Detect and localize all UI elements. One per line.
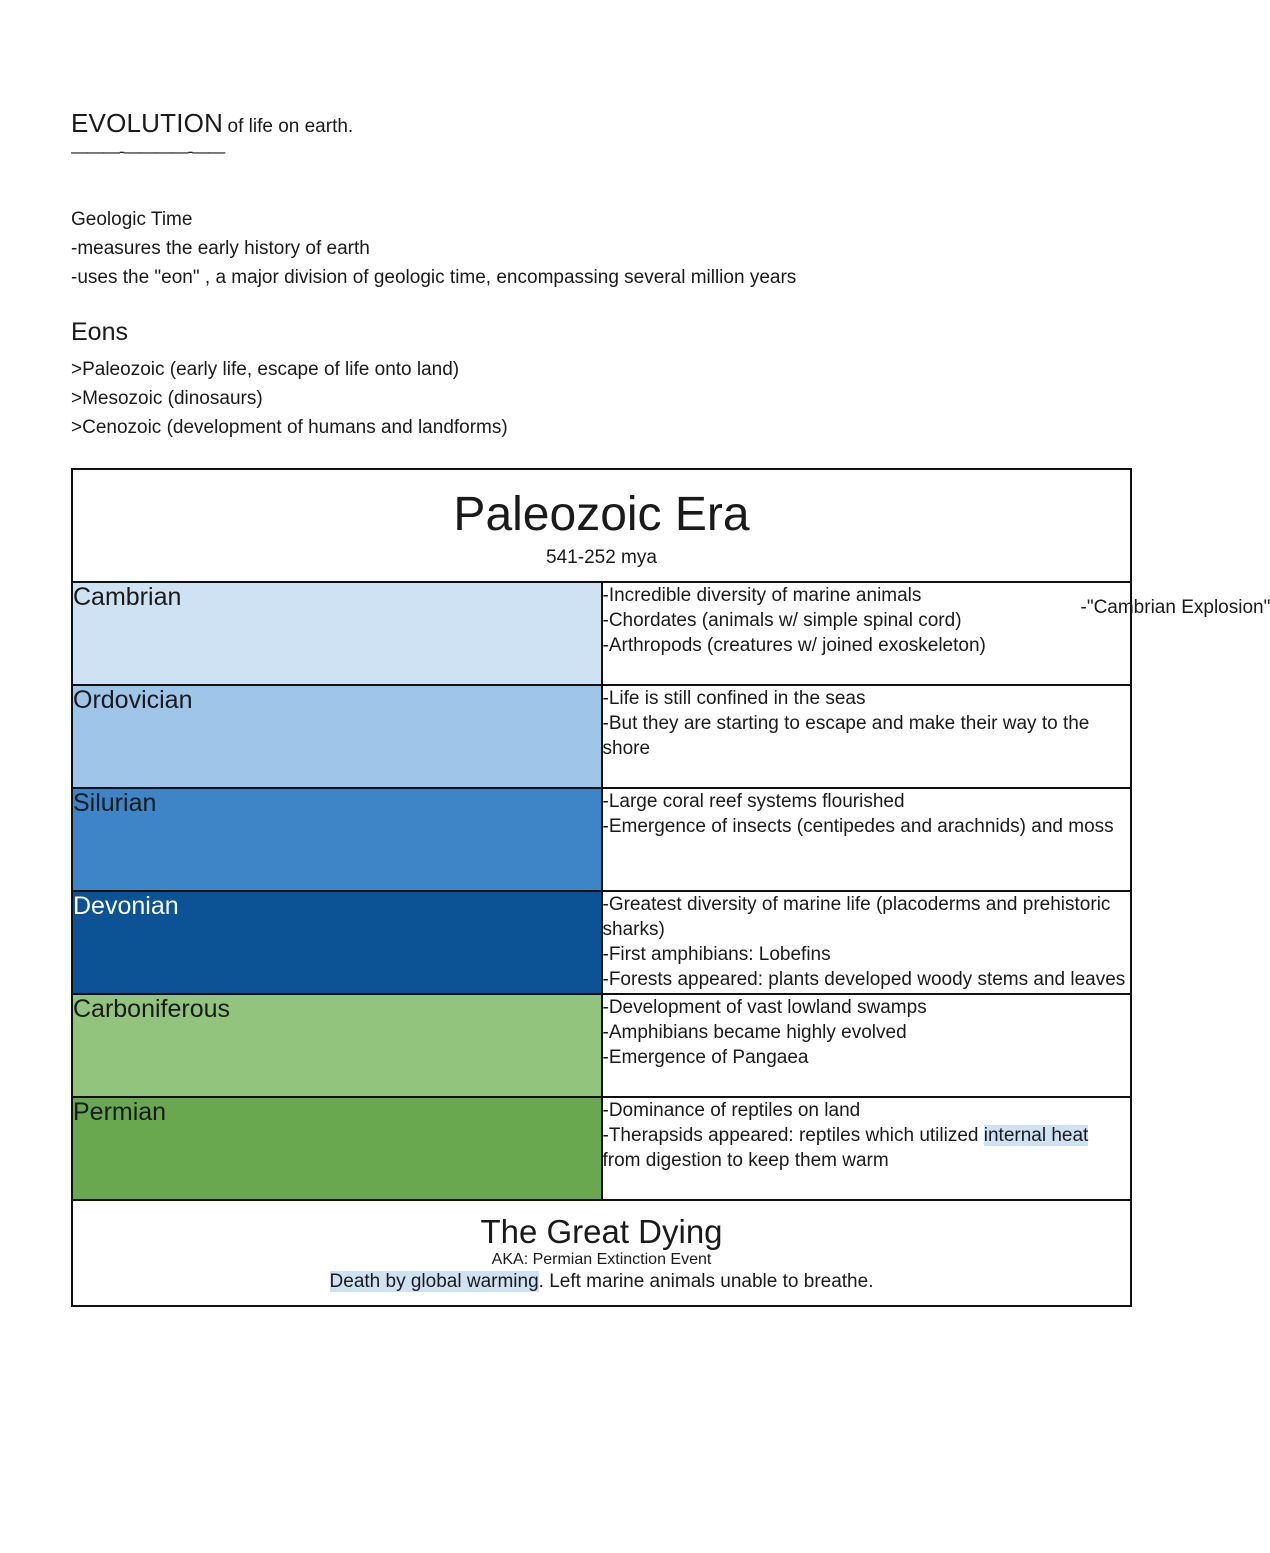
document-title [71, 108, 353, 139]
eons-heading: Eons [71, 318, 128, 346]
great-dying-title: The Great Dying [480, 1213, 723, 1250]
period-note: -Amphibians became highly evolved [602, 1022, 907, 1043]
period-note: -Arthropods (creatures w/ joined exoskeleton) [602, 635, 986, 656]
period-note: -Large coral reef systems flourished [602, 791, 905, 812]
period-note: -Greatest diversity of marine life (placoderms and prehistoric sharks) [602, 894, 1111, 940]
geologic-time-label: Geologic Time [71, 209, 193, 230]
era-header-cell [72, 469, 1131, 582]
paleozoic-era-table [71, 468, 1270, 1307]
period-name-carboniferous: Carboniferous [72, 994, 602, 1097]
period-name-devonian: Devonian [72, 891, 602, 994]
title-subtitle: of life on earth. [227, 116, 354, 137]
period-note: -First amphibians: Lobefins [602, 944, 831, 965]
period-row [72, 788, 1131, 891]
description-rest: . Left marine animals unable to breathe. [538, 1271, 874, 1292]
period-note: -Emergence of Pangaea [602, 1047, 809, 1068]
highlighted-text: Death by global warming [329, 1271, 539, 1292]
geologic-line: -uses the "eon" , a major division of geologic time, encompassing several million years [71, 267, 797, 288]
eon-item: >Mesozoic (dinosaurs) [71, 388, 263, 409]
period-name-permian: Permian [72, 1097, 602, 1200]
period-note: -Forests appeared: plants developed woody stems and leaves [602, 969, 1126, 990]
period-name-silurian: Silurian [72, 788, 602, 891]
period-note: -Dominance of reptiles on land [602, 1100, 861, 1121]
period-notes [602, 891, 1132, 994]
period-row [72, 994, 1131, 1097]
divider-line: ———-————-—— [71, 142, 225, 161]
period-aside-note: -"Cambrian Explosion" [1080, 597, 1270, 618]
period-note: -Chordates (animals w/ simple spinal cord) [602, 610, 962, 631]
period-row [72, 582, 1131, 685]
geologic-line: -measures the early history of earth [71, 238, 370, 259]
period-notes [602, 994, 1132, 1097]
period-note: -Life is still confined in the seas [602, 688, 866, 709]
great-dying-description [73, 1269, 1130, 1295]
note-text: from digestion to keep them warm [602, 1150, 889, 1171]
eon-item: >Cenozoic (development of humans and landforms) [71, 417, 508, 438]
highlighted-text: internal heat [983, 1125, 1089, 1146]
great-dying-aka: AKA: Permian Extinction Event [491, 1251, 712, 1268]
title-main: EVOLUTION [71, 108, 224, 138]
era-header-row [72, 469, 1131, 582]
period-note: -But they are starting to escape and make their way to the shore [602, 713, 1090, 759]
eons-list [71, 355, 508, 442]
period-note: -Development of vast lowland swamps [602, 997, 927, 1018]
period-name-cambrian: Cambrian [72, 582, 602, 685]
period-notes [602, 1097, 1132, 1200]
period-row [72, 1097, 1131, 1200]
great-dying-row [72, 1200, 1131, 1306]
period-notes [602, 582, 1270, 685]
period-note: -Emergence of insects (centipedes and arachnids) and moss [602, 816, 1114, 837]
period-row [72, 685, 1131, 788]
era-range: 541-252 mya [546, 547, 657, 568]
period-name-ordovician: Ordovician [72, 685, 602, 788]
period-notes [602, 788, 1132, 891]
eon-item: >Paleozoic (early life, escape of life onto land) [71, 359, 460, 380]
era-title: Paleozoic Era [453, 488, 750, 541]
period-row [72, 891, 1131, 994]
period-note-highlighted [603, 1123, 1131, 1173]
great-dying-cell [72, 1200, 1131, 1306]
geologic-time-section [71, 205, 796, 292]
period-note: -Incredible diversity of marine animals [602, 585, 922, 606]
note-text: -Therapsids appeared: reptiles which utilized [602, 1125, 984, 1146]
period-notes [602, 685, 1132, 788]
